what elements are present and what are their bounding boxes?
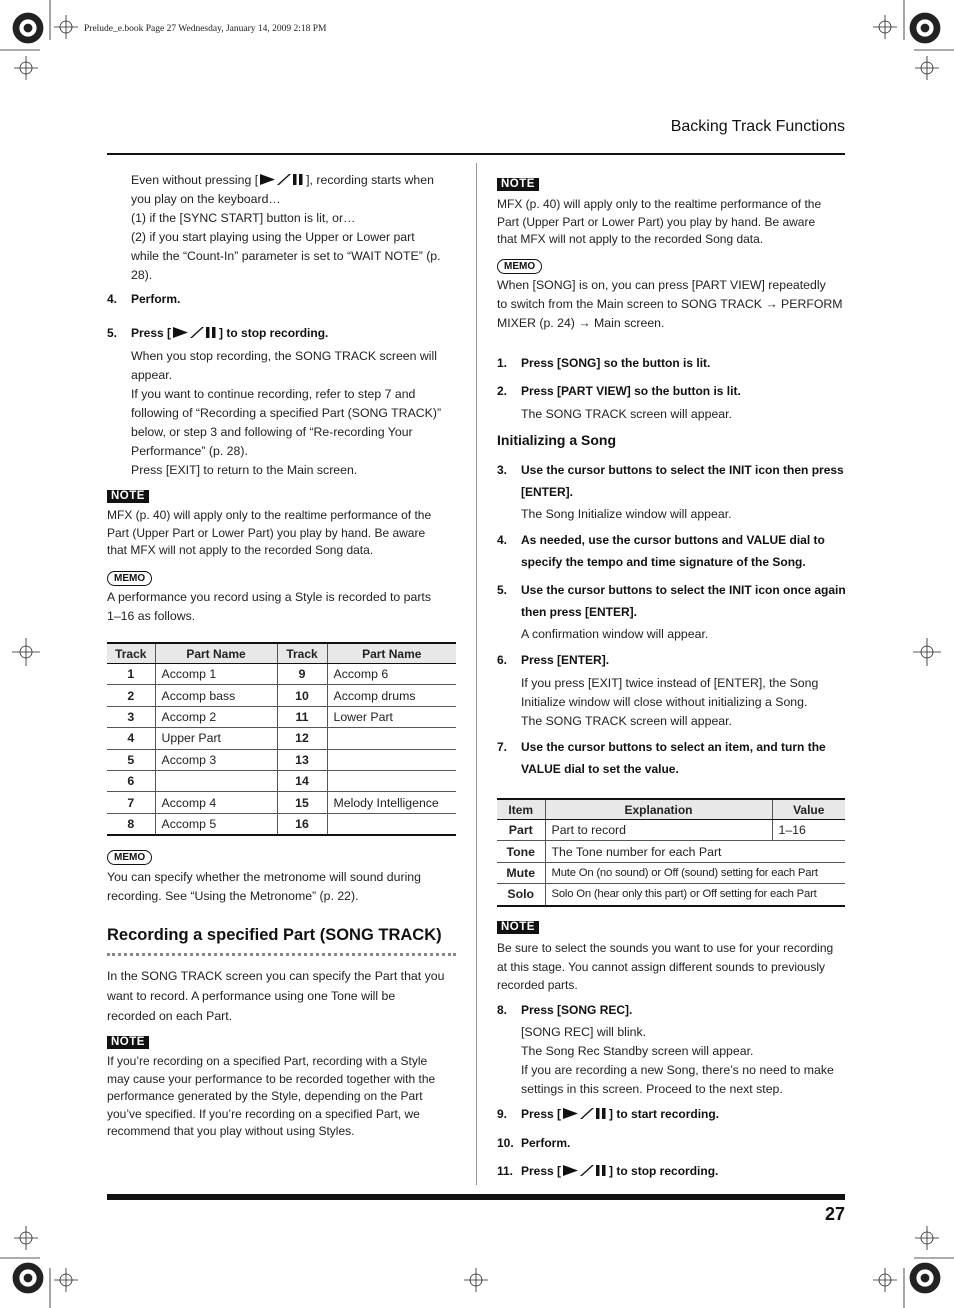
column-header: Explanation — [545, 799, 772, 820]
table-header-row — [107, 643, 456, 664]
step-8 — [497, 999, 632, 1021]
subheading: Initializing a Song — [497, 432, 616, 448]
table-row — [497, 862, 845, 883]
play-pause-icon — [563, 1107, 607, 1120]
item-name: Mute — [497, 862, 545, 883]
step-5 — [497, 579, 847, 623]
note-line: recorded parts. — [497, 978, 578, 992]
step-text: ] to stop recording. — [219, 326, 329, 340]
track-number: 1 — [107, 664, 155, 685]
note-text — [107, 1053, 459, 1141]
memo-line: 1–16 as follows. — [107, 609, 196, 623]
step-6 — [497, 649, 609, 671]
step-text: ] to stop recording. — [609, 1164, 719, 1178]
body-line: [SONG REC] will blink. — [521, 1025, 647, 1039]
play-pause-icon — [173, 326, 217, 339]
intro-line: (2) if you start playing using the Upper or Lower part — [131, 230, 415, 244]
track-number: 15 — [277, 792, 327, 813]
step-number: 10. — [497, 1136, 514, 1150]
step-number: 3. — [497, 463, 508, 477]
body-line: The Song Rec Standby screen will appear. — [521, 1044, 754, 1058]
table-row — [497, 884, 845, 906]
step-number: 6. — [497, 653, 508, 667]
step-text: Press [ — [521, 1164, 562, 1178]
track-number: 3 — [107, 706, 155, 727]
step-text: Press [PART VIEW] so the button is lit. — [521, 384, 741, 398]
intro-line: 28). — [131, 268, 153, 282]
part-name — [155, 770, 277, 791]
step-7 — [497, 736, 847, 780]
table-row — [107, 664, 456, 685]
table-row — [107, 728, 456, 749]
intro-line: while the “Count-In” parameter is set to “WAIT NOTE” (p. — [131, 249, 441, 263]
note-line: that MFX will not apply to the recorded Song data. — [107, 543, 374, 557]
step-text: VALUE dial to set the value. — [521, 762, 679, 776]
memo-line: A performance you record using a Style is recorded to parts — [107, 590, 431, 604]
table-row — [107, 770, 456, 791]
step-text: then press [ENTER]. — [521, 605, 638, 619]
column-header: Part Name — [327, 643, 456, 664]
part-name: Accomp 2 — [155, 706, 277, 727]
table-row — [107, 706, 456, 727]
track-table — [107, 642, 456, 836]
item-name: Part — [497, 820, 545, 841]
intro-line: recorded on each Part. — [107, 1009, 233, 1023]
item-name: Tone — [497, 841, 545, 862]
track-number: 14 — [277, 770, 327, 791]
part-name: Accomp bass — [155, 685, 277, 706]
step-11 — [497, 1160, 718, 1182]
column-divider — [476, 163, 477, 1185]
step-text: Press [ENTER]. — [521, 653, 610, 667]
note-line: at this stage. You cannot assign different sounds to previously — [497, 959, 825, 974]
step-number: 7. — [497, 740, 508, 754]
track-number: 5 — [107, 749, 155, 770]
part-name — [327, 770, 456, 791]
intro-line: want to record. A performance using one Tone will be — [107, 989, 396, 1003]
table-row — [107, 749, 456, 770]
column-header: Item — [497, 799, 545, 820]
step-text: Press [ — [521, 1107, 562, 1121]
step-number: 9. — [497, 1107, 508, 1121]
item-explanation: The Tone number for each Part — [545, 841, 845, 862]
part-name: Accomp 1 — [155, 664, 277, 685]
memo-badge: MEMO — [107, 850, 152, 865]
note-line: performance generated by the Style, depending on the Part — [107, 1089, 423, 1103]
track-number: 11 — [277, 706, 327, 727]
note-line: MFX (p. 40) will apply only to the realtime performance of the — [497, 197, 822, 211]
step-4 — [107, 288, 180, 310]
step-10 — [497, 1132, 570, 1154]
note-badge: NOTE — [107, 490, 149, 503]
part-name — [327, 749, 456, 770]
memo-line: recording. See “Using the Metronome” (p. 22). — [107, 889, 359, 903]
note-line: you’ve specified. If you’re recording on a specified Part, we — [107, 1106, 420, 1121]
body-line: If you press [EXIT] twice instead of [ENTER], the Song — [521, 676, 819, 690]
step-number: 11. — [497, 1164, 514, 1178]
body-line: following of “Recording a specified Part (SONG TRACK)” — [131, 406, 442, 420]
body-line: Performance” (p. 28). — [131, 444, 248, 458]
item-explanation: Solo On (hear only this part) or Off setting for each Part — [545, 884, 845, 906]
column-header: Track — [277, 643, 327, 664]
memo-line: MIXER (p. 24) → Main screen. — [497, 316, 665, 330]
note-line: Be sure to select the sounds you want to use for your recording — [497, 941, 834, 955]
step-number: 8. — [497, 1003, 508, 1017]
body-line: The SONG TRACK screen will appear. — [521, 714, 732, 728]
intro-line: Even without pressing [ — [131, 173, 259, 187]
step-number: 4. — [497, 533, 508, 547]
page-number: 27 — [824, 1204, 845, 1224]
step-2 — [497, 380, 741, 402]
step-number: 1. — [497, 356, 508, 370]
body-line: If you want to continue recording, refer to step 7 and — [131, 387, 416, 401]
column-header: Part Name — [155, 643, 277, 664]
body-line: Initialize window will close without initializing a Song. — [521, 695, 808, 709]
table-row — [107, 685, 456, 706]
body-line: Press [EXIT] to return to the Main screen. — [131, 463, 358, 477]
part-name: Accomp 3 — [155, 749, 277, 770]
memo-badge: MEMO — [107, 571, 152, 586]
memo-text — [497, 276, 849, 333]
intro-line: you play on the keyboard… — [131, 192, 281, 206]
track-number: 8 — [107, 813, 155, 835]
step-text: As needed, use the cursor buttons and VALUE dial to — [521, 533, 825, 547]
body-line: appear. — [131, 368, 173, 382]
heading-underline — [107, 953, 456, 956]
memo-line: to switch from the Main screen to SONG TRACK → PERFORM — [497, 297, 843, 311]
section-title: Backing Track Functions — [670, 118, 845, 135]
step-text: Use the cursor buttons to select the INIT icon once again — [521, 583, 846, 597]
note-text — [497, 939, 849, 995]
step-text: Perform. — [131, 292, 181, 306]
part-name — [327, 813, 456, 835]
track-number: 13 — [277, 749, 327, 770]
step-text: Press [ — [131, 326, 172, 340]
note-line: may cause your performance to be recorded together with the — [107, 1071, 436, 1086]
step-2-body: The SONG TRACK screen will appear. — [521, 407, 732, 421]
memo-text — [107, 588, 459, 626]
step-text: Use the cursor buttons to select an item, and turn the — [521, 740, 826, 754]
note-badge: NOTE — [497, 178, 539, 191]
note-badge: NOTE — [107, 1036, 149, 1049]
bottom-rule — [107, 1194, 845, 1200]
body-line: If you are recording a new Song, there’s no need to make — [521, 1063, 834, 1077]
step-number: 2. — [497, 384, 508, 398]
body-line: settings in this screen. Proceed to the next step. — [521, 1082, 783, 1096]
step-5-body: A confirmation window will appear. — [521, 627, 709, 641]
track-number: 12 — [277, 728, 327, 749]
note-badge: NOTE — [497, 921, 539, 934]
part-name: Accomp 5 — [155, 813, 277, 835]
step-8-body — [521, 1023, 851, 1099]
step-text: specify the tempo and time signature of the Song. — [521, 555, 806, 569]
file-header: Prelude_e.book Page 27 Wednesday, January 14, 2009 2:18 PM — [84, 24, 327, 34]
step-3-body: The Song Initialize window will appear. — [521, 507, 732, 521]
part-name: Accomp drums — [327, 685, 456, 706]
intro-line: In the SONG TRACK screen you can specify the Part that you — [107, 969, 445, 983]
table-row — [497, 841, 845, 862]
step-number: 4. — [107, 292, 118, 306]
note-text — [497, 196, 849, 249]
step-number: 5. — [107, 326, 118, 340]
part-name: Upper Part — [155, 728, 277, 749]
table-header-row — [497, 799, 845, 820]
table-row — [497, 820, 845, 841]
step-9 — [497, 1103, 719, 1125]
part-name: Lower Part — [327, 706, 456, 727]
note-line: Part (Upper Part or Lower Part) you play by hand. Be aware — [497, 214, 816, 229]
step-3 — [497, 459, 847, 503]
item-name: Solo — [497, 884, 545, 906]
note-line: recommend that you play without using Styles. — [107, 1124, 355, 1138]
track-number: 4 — [107, 728, 155, 749]
step-text: Use the cursor buttons to select the INIT icon then press — [521, 463, 844, 477]
item-explanation: Part to record — [545, 820, 772, 841]
track-number: 9 — [277, 664, 327, 685]
play-pause-icon — [563, 1164, 607, 1177]
step-4 — [497, 529, 847, 573]
track-number: 6 — [107, 770, 155, 791]
step-text: ] to start recording. — [609, 1107, 720, 1121]
memo-badge: MEMO — [497, 259, 542, 274]
item-explanation: Mute On (no sound) or Off (sound) setting for each Part — [545, 862, 845, 883]
top-rule — [107, 153, 845, 155]
memo-text — [107, 868, 459, 906]
step-1 — [497, 352, 710, 374]
step-5 — [107, 322, 328, 344]
step-5-body — [131, 347, 461, 480]
track-number: 2 — [107, 685, 155, 706]
column-header: Track — [107, 643, 155, 664]
note-text — [107, 507, 459, 560]
intro-line: (1) if the [SYNC START] button is lit, or… — [131, 211, 356, 225]
note-line: Part (Upper Part or Lower Part) you play by hand. Be aware — [107, 525, 426, 540]
memo-line: When [SONG] is on, you can press [PART VIEW] repeatedly — [497, 278, 826, 292]
intro-paragraph — [131, 171, 461, 285]
section-heading: Recording a specified Part (SONG TRACK) — [107, 926, 442, 944]
note-line: that MFX will not apply to the recorded Song data. — [497, 232, 764, 246]
column-header: Value — [772, 799, 845, 820]
memo-line: You can specify whether the metronome will sound during — [107, 870, 421, 884]
body-line: below, or step 3 and following of “Re-recording Your — [131, 425, 413, 439]
item-table — [497, 798, 845, 907]
play-pause-icon — [260, 173, 304, 186]
intro-line: ], recording starts when — [306, 173, 434, 187]
step-text: Press [SONG REC]. — [521, 1003, 633, 1017]
table-row — [107, 813, 456, 835]
section-intro — [107, 966, 459, 1026]
part-name: Accomp 6 — [327, 664, 456, 685]
part-name — [327, 728, 456, 749]
note-line: MFX (p. 40) will apply only to the realtime performance of the — [107, 508, 432, 522]
item-value: 1–16 — [772, 820, 845, 841]
track-number: 16 — [277, 813, 327, 835]
track-number: 7 — [107, 792, 155, 813]
step-6-body — [521, 674, 851, 731]
body-line: When you stop recording, the SONG TRACK screen will — [131, 349, 437, 363]
part-name: Melody Intelligence — [327, 792, 456, 813]
table-row — [107, 792, 456, 813]
step-number: 5. — [497, 583, 508, 597]
track-number: 10 — [277, 685, 327, 706]
step-text: Press [SONG] so the button is lit. — [521, 356, 711, 370]
step-text: [ENTER]. — [521, 485, 573, 499]
step-text: Perform. — [521, 1136, 571, 1150]
note-line: If you’re recording on a specified Part, recording with a Style — [107, 1054, 428, 1068]
part-name: Accomp 4 — [155, 792, 277, 813]
